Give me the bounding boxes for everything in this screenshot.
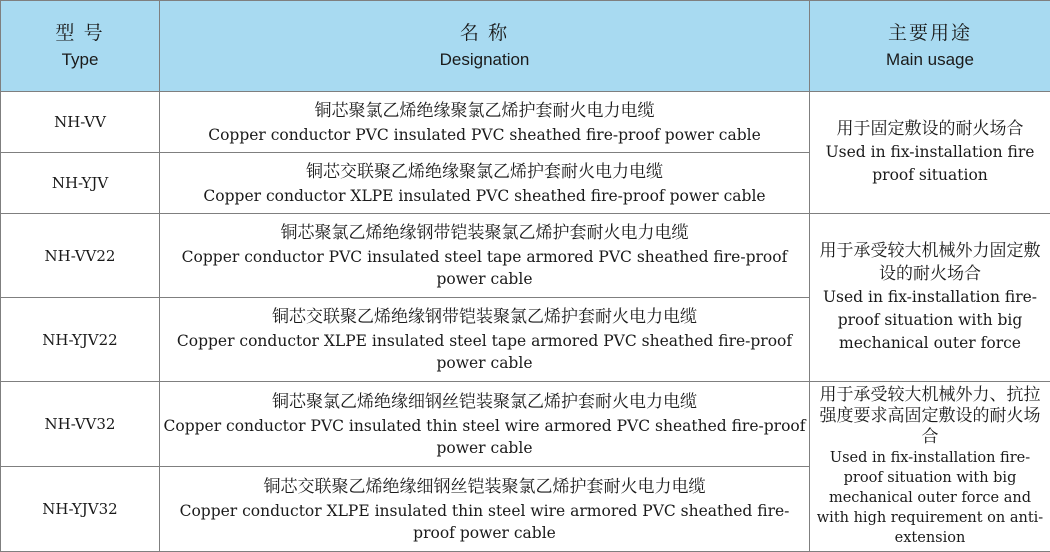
usage-en: Used in fix-installation fire-proof situation with big mechanical outer force [822, 288, 1038, 353]
usage-zh: 用于承受较大机械外力固定敷设的耐火场合 [819, 241, 1041, 285]
designation-en: Copper conductor XLPE insulated PVC sheathed fire-proof power cable [203, 186, 766, 205]
header-designation-zh: 名 称 [459, 23, 510, 44]
designation-cell [160, 153, 810, 214]
usage-cell [810, 382, 1050, 552]
designation-cell [160, 214, 810, 298]
model-cell: NH-VV [1, 92, 160, 153]
designation-en: Copper conductor PVC insulated steel tape armored PVC sheathed fire-proof power cable [181, 248, 788, 289]
designation-cell [160, 467, 810, 552]
designation-en: Copper conductor PVC insulated thin steel wire armored PVC sheathed fire-proof power cable [163, 416, 806, 457]
usage-cell [810, 214, 1050, 382]
usage-zh: 用于承受较大机械外力、抗拉强度要求高固定敷设的耐火场合 [819, 385, 1041, 448]
model-cell: NH-YJV [1, 153, 160, 214]
designation-cell [160, 382, 810, 467]
header-type-en: Type [61, 50, 99, 69]
designation-zh: 铜芯交联聚乙烯绝缘聚氯乙烯护套耐火电力电缆 [306, 161, 663, 182]
designation-zh: 铜芯聚氯乙烯绝缘钢带铠装聚氯乙烯护套耐火电力电缆 [280, 223, 689, 244]
designation-zh: 铜芯聚氯乙烯绝缘细钢丝铠装聚氯乙烯护套耐火电力电缆 [272, 391, 697, 412]
designation-zh: 铜芯聚氯乙烯绝缘聚氯乙烯护套耐火电力电缆 [314, 100, 655, 121]
table-row [1, 382, 1050, 467]
header-usage-zh: 主要用途 [887, 23, 972, 44]
designation-zh: 铜芯交联聚乙烯绝缘细钢丝铠装聚氯乙烯护套耐火电力电缆 [263, 476, 706, 497]
model-cell: NH-YJV22 [1, 298, 160, 382]
usage-en: Used in fix-installation fire-proof situation with big mechanical outer force and with high requirement on anti-extension [816, 450, 1044, 547]
usage-en: Used in fix-installation fire proof situation [825, 143, 1035, 185]
designation-en: Copper conductor XLPE insulated thin steel wire armored PVC sheathed fire-proof power cable [179, 501, 790, 542]
model-cell: NH-VV32 [1, 382, 160, 467]
usage-zh: 用于固定敷设的耐火场合 [836, 119, 1024, 140]
designation-cell [160, 298, 810, 382]
header-type [1, 1, 160, 92]
designation-cell [160, 92, 810, 153]
header-type-zh: 型 号 [55, 23, 105, 44]
model-cell: NH-YJV32 [1, 467, 160, 552]
model-cell: NH-VV22 [1, 214, 160, 298]
table-row [1, 92, 1050, 153]
designation-en: Copper conductor PVC insulated PVC sheathed fire-proof power cable [208, 125, 761, 144]
header-designation [160, 1, 810, 92]
header-usage [810, 1, 1050, 92]
usage-cell [810, 92, 1050, 214]
header-usage-en: Main usage [886, 50, 974, 69]
header-designation-en: Designation [439, 50, 530, 69]
table-row [1, 214, 1050, 298]
header-row [1, 1, 1050, 92]
designation-zh: 铜芯交联聚乙烯绝缘钢带铠装聚氯乙烯护套耐火电力电缆 [272, 307, 697, 328]
designation-en: Copper conductor XLPE insulated steel tape armored PVC sheathed fire-proof power cable [176, 332, 793, 373]
